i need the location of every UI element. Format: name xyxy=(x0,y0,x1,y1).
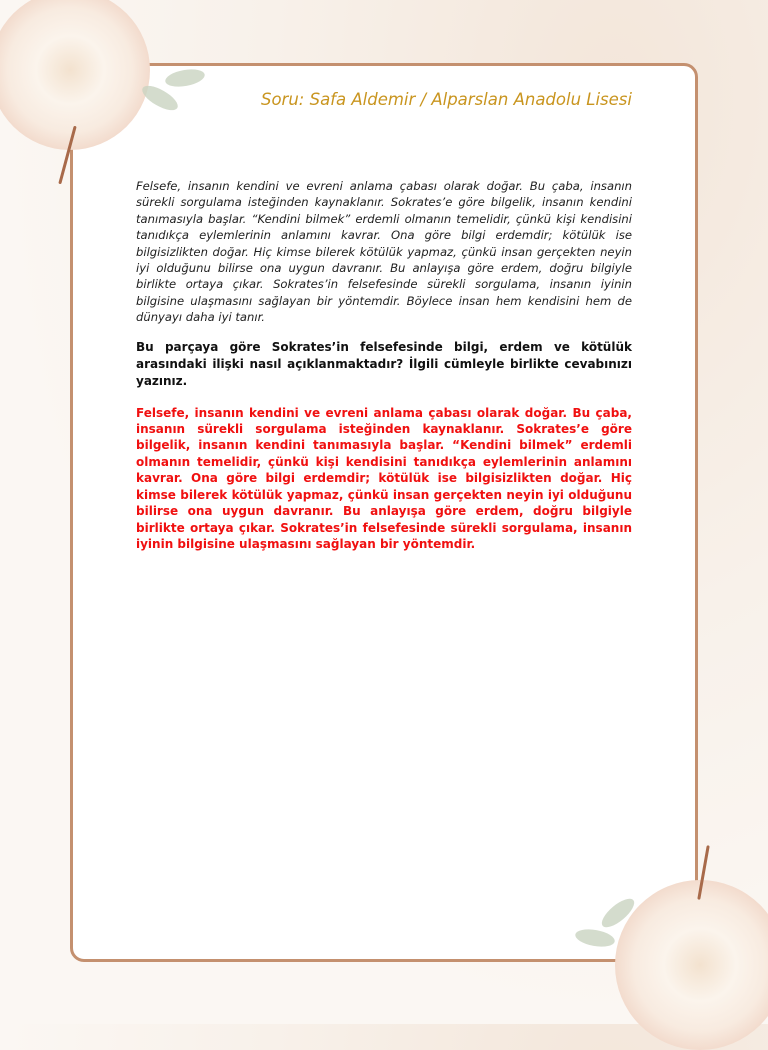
page-title: Soru: Safa Aldemir / Alparslan Anadolu Lisesi xyxy=(260,90,632,109)
document-content xyxy=(136,178,632,552)
flower-decoration-bottom-right xyxy=(615,880,768,1050)
reading-passage: Felsefe, insanın kendini ve evreni anlama çabası olarak doğar. Bu çaba, insanın sürekli sorgulama isteğinden kaynaklanır. Sokrates’e göre bilgelik, insanın kendini tanımasıyla başlar. “Kendini bilmek” erdemli olmanın temelidir, çünkü kişi kendisini tanıdıkça eylemlerinin anlamını kavrar. Ona göre bilgi erdemdir; kötülük ise bilgisizlikten doğar. Hiç kimse bilerek kötülük yapmaz, çünkü insan gerçekten neyin iyi olduğunu bilirse ona uygun davranır. Bu anlayışa göre erdem, doğru bilgiyle birlikte ortaya çıkar. Sokrates’in felsefesinde sürekli sorgulama, insanın iyinin bilgisine ulaşmasını sağlayan bir yöntemdir. Böylece insan hem kendisini hem de dünyayı daha iyi tanır. xyxy=(136,179,632,325)
answer-text: Felsefe, insanın kendini ve evreni anlama çabası olarak doğar. Bu çaba, insanın sürekli sorgulama isteğinden kaynaklanır. Sokrates’e göre bilgelik, insanın kendini tanımasıyla başlar. “Kendini bilmek” erdemli olmanın temelidir, çünkü kişi kendisini tanıdıkça eylemlerinin anlamını kavrar. Ona göre bilgi erdemdir; kötülük ise bilgisizlikten doğar. Hiç kimse bilerek kötülük yapmaz, çünkü insan gerçekten neyin iyi olduğunu bilirse ona uygun davranır. Bu anlayışa göre erdem, doğru bilgiyle birlikte ortaya çıkar. Sokrates’in felsefesinde sürekli sorgulama, insanın iyinin bilgisine ulaşmasını sağlayan bir yöntemdir. xyxy=(136,405,632,551)
question-text: Bu parçaya göre Sokrates’in felsefesinde bilgi, erdem ve kötülük arasındaki ilişki nasıl açıklanmaktadır? İlgili cümleyle birlikte cevabınızı yazınız. xyxy=(136,339,632,388)
